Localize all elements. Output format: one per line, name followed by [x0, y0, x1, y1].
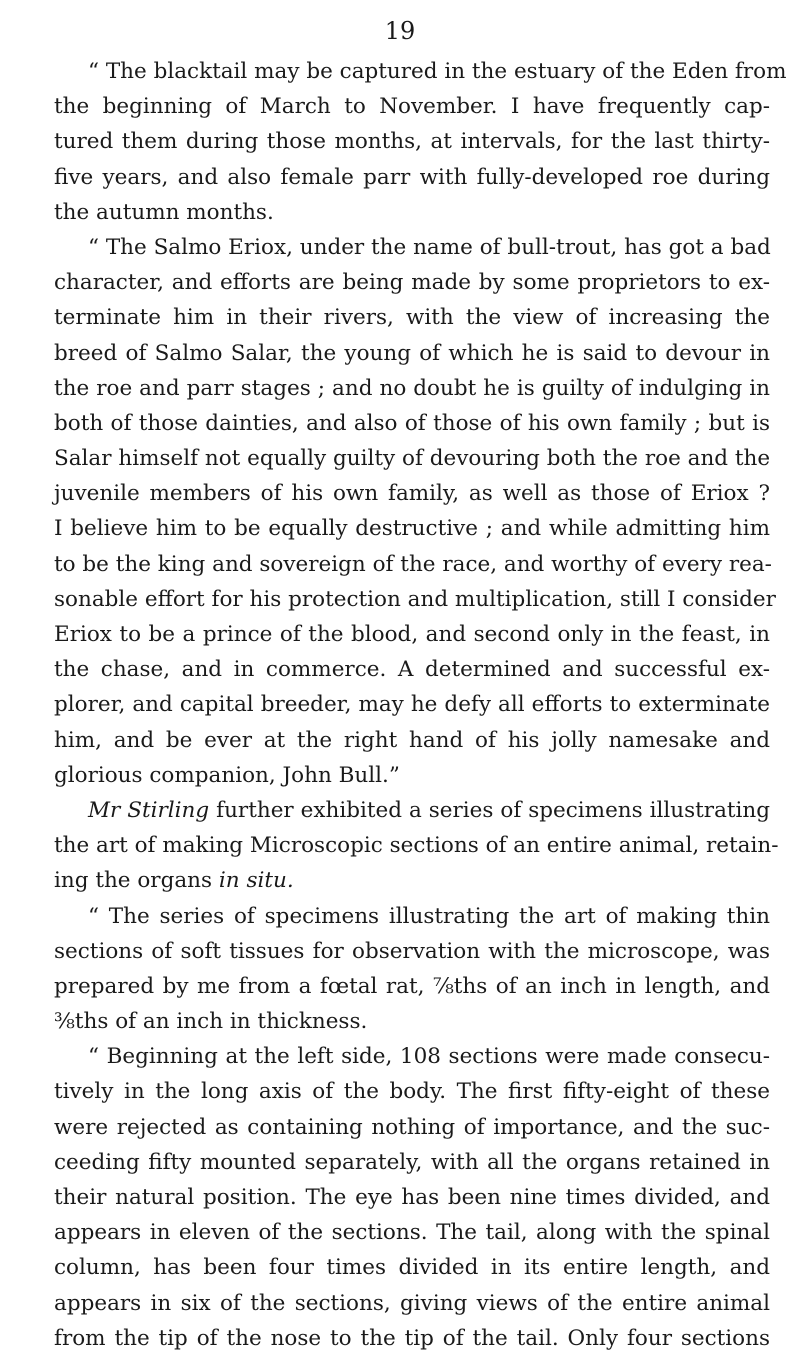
text-line	[54, 124, 770, 159]
line-text: prepared by me from a fœtal rat, ⅞ths of an inch in length, and	[54, 973, 770, 999]
text-line	[54, 582, 776, 617]
line-text: Eriox to be a prince of the blood, and second only in the feast, in	[54, 622, 770, 647]
line-text: the chase, and in commerce. A determined and successful ex-	[54, 657, 770, 683]
line-text: character, and efforts are being made by some proprietors to ex-	[54, 270, 770, 296]
text-line	[54, 336, 770, 371]
text-line	[54, 1321, 770, 1356]
line-text: ing the organs	[54, 868, 219, 894]
text-line	[54, 160, 770, 195]
line-text: “ The series of specimens illustrating the art of making thin	[88, 903, 770, 929]
text-line	[54, 1039, 770, 1074]
text-line	[54, 1215, 770, 1250]
text-line	[54, 300, 770, 335]
line-text: appears in eleven of the sections. The tail, along with the spinal	[54, 1220, 770, 1246]
text-line	[54, 1004, 770, 1039]
text-line	[54, 441, 770, 476]
line-text: their natural position. The eye has been nine times divided, and	[54, 1185, 770, 1210]
line-text: breed of Salmo Salar, the young of which he is said to devour in	[54, 340, 770, 366]
body-text	[54, 54, 787, 1356]
line-text: from the tip of the nose to the tip of the tail. Only four sections	[54, 1325, 770, 1351]
line-text: I believe him to be equally destructive ; and while admitting him	[54, 516, 770, 542]
text-line	[54, 899, 770, 934]
line-text: Salar himself not equally guilty of devouring both the roe and the	[54, 446, 771, 472]
line-text: sonable effort for his protection and multiplication, still I consider	[54, 586, 776, 612]
text-line	[54, 1145, 770, 1180]
line-text: further exhibited a series of specimens illustrating	[209, 797, 771, 823]
text-line	[54, 195, 770, 230]
text-line	[54, 617, 770, 652]
text-line	[54, 54, 787, 89]
text-line	[54, 1074, 770, 1109]
text-line	[54, 934, 770, 969]
text-line	[54, 758, 770, 793]
line-text: “ The blacktail may be captured in the estuary of the Eden from	[88, 59, 787, 84]
text-line	[54, 89, 770, 124]
text-line	[54, 969, 770, 1004]
text-line	[54, 828, 779, 863]
italic-phrase: in situ.	[218, 868, 294, 894]
line-text: terminate him in their rivers, with the view of increasing the	[54, 305, 770, 331]
line-text: tured them during those months, at intervals, for the last thirty-	[54, 129, 770, 155]
text-line	[54, 1250, 770, 1285]
text-line	[54, 511, 770, 546]
line-text: the roe and parr stages ; and no doubt he is guilty of indulging in	[54, 375, 770, 401]
text-line	[54, 1286, 770, 1321]
line-text: glorious companion, John Bull.”	[54, 762, 400, 788]
line-text: both of those dainties, and also of those of his own family ; but is	[54, 410, 770, 436]
line-text: him, and be ever at the right hand of his jolly namesake and	[54, 727, 770, 753]
line-text: the beginning of March to November. I have frequently cap-	[54, 94, 770, 120]
text-line	[54, 476, 770, 511]
line-text: sections of soft tissues for observation with the microscope, was	[54, 938, 770, 964]
line-text: to be the king and sovereign of the race, and worthy of every rea-	[54, 551, 772, 577]
line-text: appears in six of the sections, giving views of the entire animal	[54, 1290, 770, 1316]
text-line	[54, 687, 770, 722]
line-text: five years, and also female parr with fully-developed roe during	[54, 164, 770, 190]
line-text: tively in the long axis of the body. The first fifty-eight of these	[54, 1079, 770, 1105]
line-text: juvenile members of his own family, as well as those of Eriox ?	[54, 481, 770, 507]
text-line	[54, 793, 770, 828]
text-line	[54, 547, 770, 582]
line-text: were rejected as containing nothing of importance, and the suc-	[54, 1114, 770, 1140]
line-text: ceeding fifty mounted separately, with all the organs retained in	[54, 1149, 770, 1175]
line-text: “ Beginning at the left side, 108 sections were made consecu-	[88, 1044, 770, 1070]
page-number: 19	[384, 17, 416, 45]
line-text: “ The Salmo Eriox, under the name of bull-trout, has got a bad	[88, 234, 771, 260]
italic-name: Mr Stirling	[88, 797, 210, 823]
text-line	[54, 1180, 770, 1215]
text-line	[54, 1110, 770, 1145]
line-text: column, has been four times divided in its entire length, and	[54, 1255, 770, 1281]
line-text: the art of making Microscopic sections of an entire animal, retain-	[54, 833, 779, 859]
text-line	[54, 371, 770, 406]
text-line	[54, 652, 770, 687]
line-text: ⅜ths of an inch in thickness.	[54, 1009, 368, 1035]
text-line	[54, 230, 770, 265]
text-line	[54, 863, 770, 898]
text-line	[54, 723, 770, 758]
text-line	[54, 265, 770, 300]
line-text: plorer, and capital breeder, may he defy all efforts to exterminate	[54, 692, 770, 718]
text-line	[54, 406, 770, 441]
line-text: the autumn months.	[54, 199, 274, 225]
